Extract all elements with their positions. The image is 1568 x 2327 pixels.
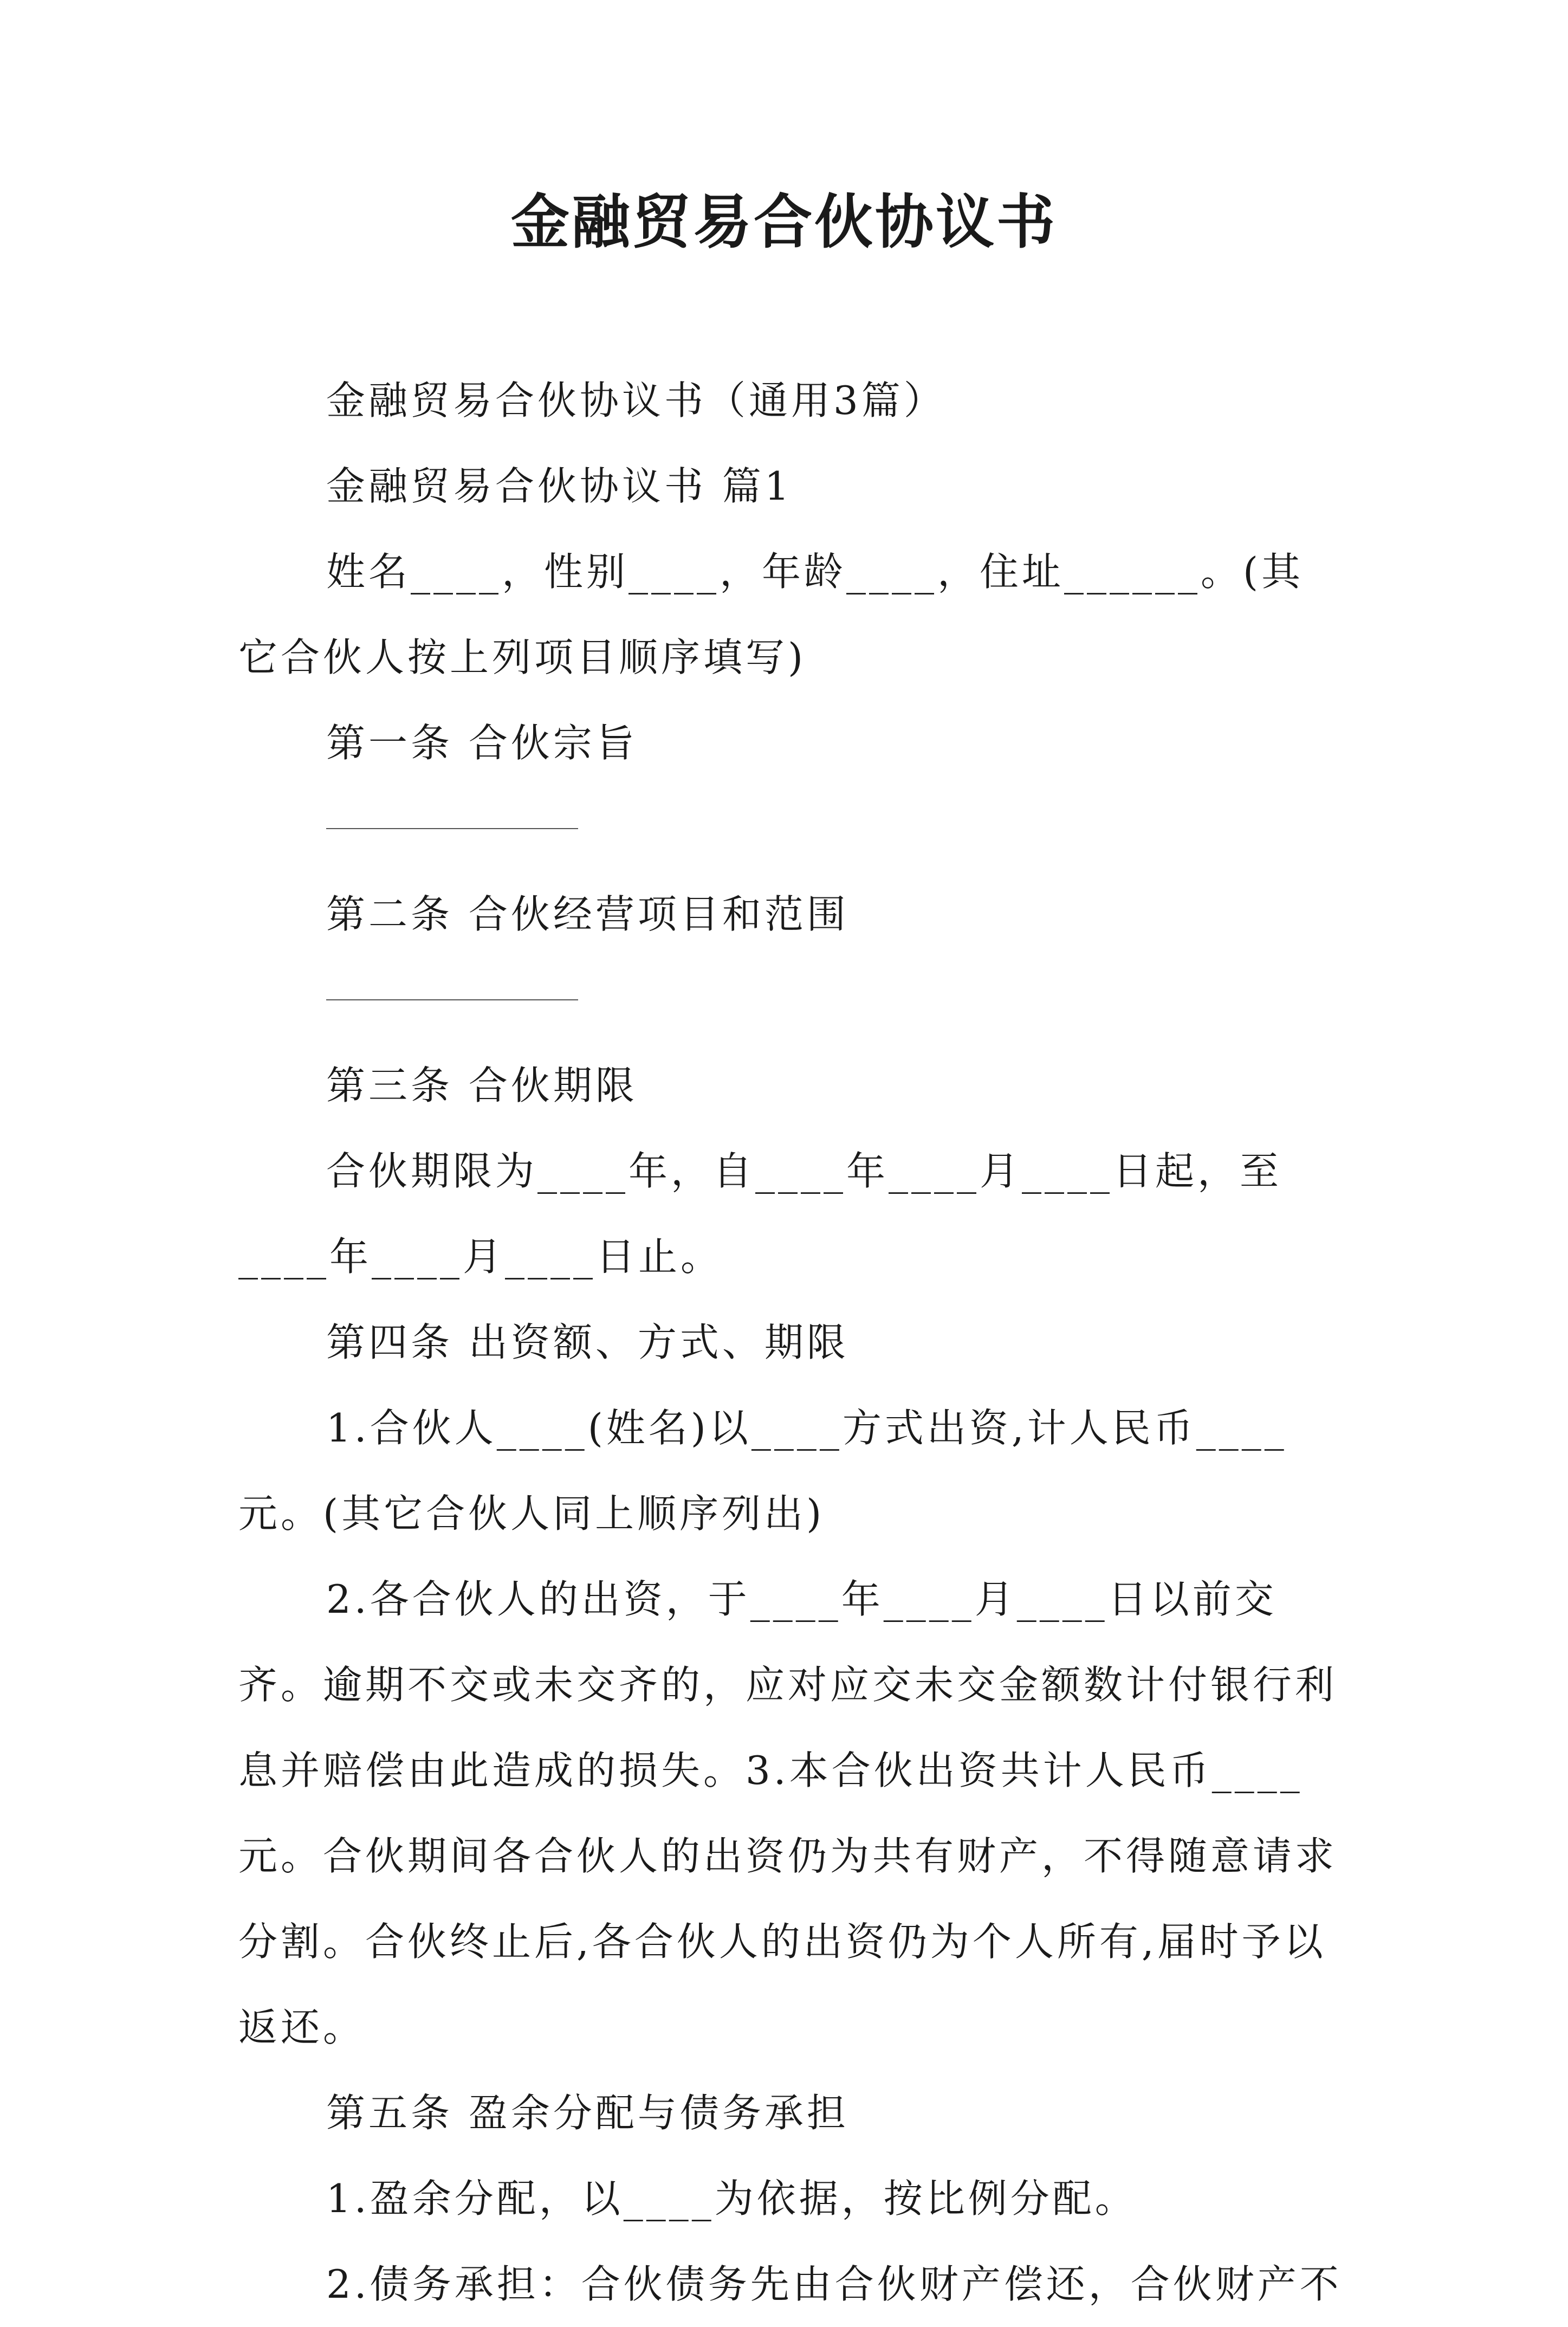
article-5-item-2: 2.债务承担：合伙债务先由合伙财产偿还，合伙财产不 bbox=[326, 2261, 1342, 2307]
article-4-heading: 第四条 出资额、方式、期限 bbox=[326, 1320, 849, 1365]
subtitle: 金融贸易合伙协议书（通用3篇） bbox=[326, 378, 946, 423]
part-heading: 金融贸易合伙协议书 篇1 bbox=[326, 463, 793, 509]
article-5-heading: 第五条 盈余分配与债务承担 bbox=[326, 2090, 849, 2136]
article-1-heading: 第一条 合伙宗旨 bbox=[326, 720, 638, 766]
document-title: 金融贸易合伙协议书 bbox=[510, 188, 1057, 256]
article-5-item-1: 1.盈余分配，以____为依据，按比例分配。 bbox=[326, 2176, 1137, 2221]
article-3-text: 合伙期限为____年，自____年____月____日起，至____年____月____日止。 bbox=[238, 1148, 1282, 1279]
fill-in-line bbox=[326, 999, 578, 1000]
article-2-heading: 第二条 合伙经营项目和范围 bbox=[326, 891, 849, 937]
article-4-item-1: 1.合伙人____(姓名)以____方式出资,计人民币____元。(其它合伙人同上顺序列出) bbox=[238, 1405, 1287, 1536]
fill-in-line bbox=[326, 828, 578, 829]
article-4-item-2: 2.各合伙人的出资，于____年____月____日以前交齐。逾期不交或未交齐的，应对应交未交金额数计付银行利息并赔偿由此造成的损失。3.本合伙出资共计人民币____元。合伙期间各合伙人的出资仍为共有财产，不得随意请求分割。合伙终止后,各合伙人的出资仍为个人所有,届时予以返还。 bbox=[238, 1576, 1338, 2050]
partner-info-paragraph: 姓名____，性别____，年龄____，住址______。(其它合伙人按上列项目顺序填写) bbox=[238, 549, 1304, 680]
article-3-heading: 第三条 合伙期限 bbox=[326, 1063, 638, 1108]
document-body bbox=[238, 358, 1344, 2327]
